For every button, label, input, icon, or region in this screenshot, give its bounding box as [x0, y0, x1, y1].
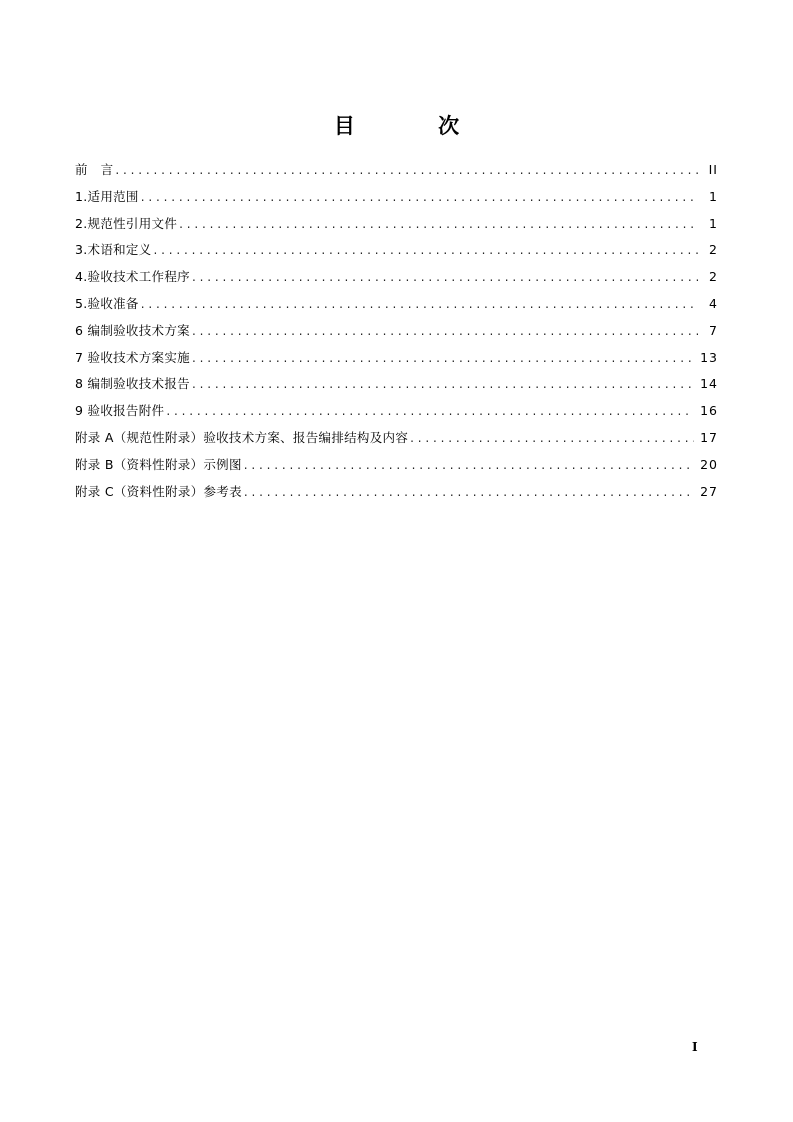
toc-entry-page: 1 — [709, 215, 718, 231]
toc-entry-page: 16 — [700, 403, 718, 419]
toc-leader-dots — [179, 214, 698, 234]
toc-entry-appendix-b[interactable] — [75, 455, 718, 482]
toc-entry-label: 附录 C（资料性附录）参考表 — [75, 483, 242, 499]
toc-entry-label: 附录 A（规范性附录）验收技术方案、报告编排结构及内容 — [75, 429, 409, 445]
toc-entry-technical-report[interactable] — [75, 374, 718, 401]
toc-entry-label: 2.规范性引用文件 — [75, 215, 178, 231]
toc-entry-preface[interactable] — [75, 160, 718, 187]
toc-entry-label: 9 验收报告附件 — [75, 403, 165, 419]
toc-entry-page: 20 — [700, 456, 718, 472]
toc-entry-label: 4.验收技术工作程序 — [75, 269, 190, 285]
toc-leader-dots — [244, 482, 694, 502]
toc-entry-page: 27 — [700, 483, 718, 499]
toc-entry-label: 7 验收技术方案实施 — [75, 349, 190, 365]
toc-leader-dots — [141, 187, 698, 207]
toc-leader-dots — [410, 428, 694, 448]
toc-leader-dots — [192, 374, 694, 394]
toc-entry-plan-implementation[interactable] — [75, 348, 718, 375]
toc-leader-dots — [115, 160, 698, 180]
toc-entry-page: 13 — [700, 349, 718, 365]
toc-entry-label: 6 编制验收技术方案 — [75, 322, 190, 338]
page-number: I — [692, 1040, 698, 1054]
toc-title: 目 次 — [333, 114, 498, 138]
toc-entry-page: 2 — [709, 242, 718, 258]
toc-leader-dots — [192, 267, 698, 287]
toc-leader-dots — [192, 348, 694, 368]
toc-entry-scope[interactable] — [75, 187, 718, 214]
toc-entry-page: 17 — [700, 429, 718, 445]
toc-entry-page: 14 — [700, 376, 718, 392]
toc-leader-dots — [166, 401, 694, 421]
toc-entry-label: 1.适用范围 — [75, 188, 139, 204]
toc-entry-page: II — [708, 162, 718, 177]
toc-entry-page: 4 — [709, 295, 718, 311]
toc-entry-work-procedure[interactable] — [75, 267, 718, 294]
toc-entry-label: 附录 B（资料性附录）示例图 — [75, 456, 242, 472]
toc-entry-page: 1 — [709, 188, 718, 204]
toc-entry-terms[interactable] — [75, 240, 718, 267]
toc-entry-report-attachments[interactable] — [75, 401, 718, 428]
toc-leader-dots — [244, 455, 694, 475]
toc-leader-dots — [192, 321, 698, 341]
toc-entry-appendix-c[interactable] — [75, 482, 718, 509]
toc-entry-preparation[interactable] — [75, 294, 718, 321]
toc-entry-label: 前 言 — [75, 162, 114, 177]
toc-leader-dots — [154, 240, 698, 260]
toc-entry-technical-plan[interactable] — [75, 321, 718, 348]
table-of-contents — [75, 160, 718, 508]
toc-entry-normative-references[interactable] — [75, 214, 718, 241]
toc-entry-label: 8 编制验收技术报告 — [75, 376, 190, 392]
toc-entry-page: 7 — [709, 322, 718, 338]
toc-entry-label: 3.术语和定义 — [75, 242, 152, 258]
toc-entry-label: 5.验收准备 — [75, 295, 139, 311]
toc-entry-page: 2 — [709, 269, 718, 285]
toc-leader-dots — [141, 294, 698, 314]
toc-entry-appendix-a[interactable] — [75, 428, 718, 455]
